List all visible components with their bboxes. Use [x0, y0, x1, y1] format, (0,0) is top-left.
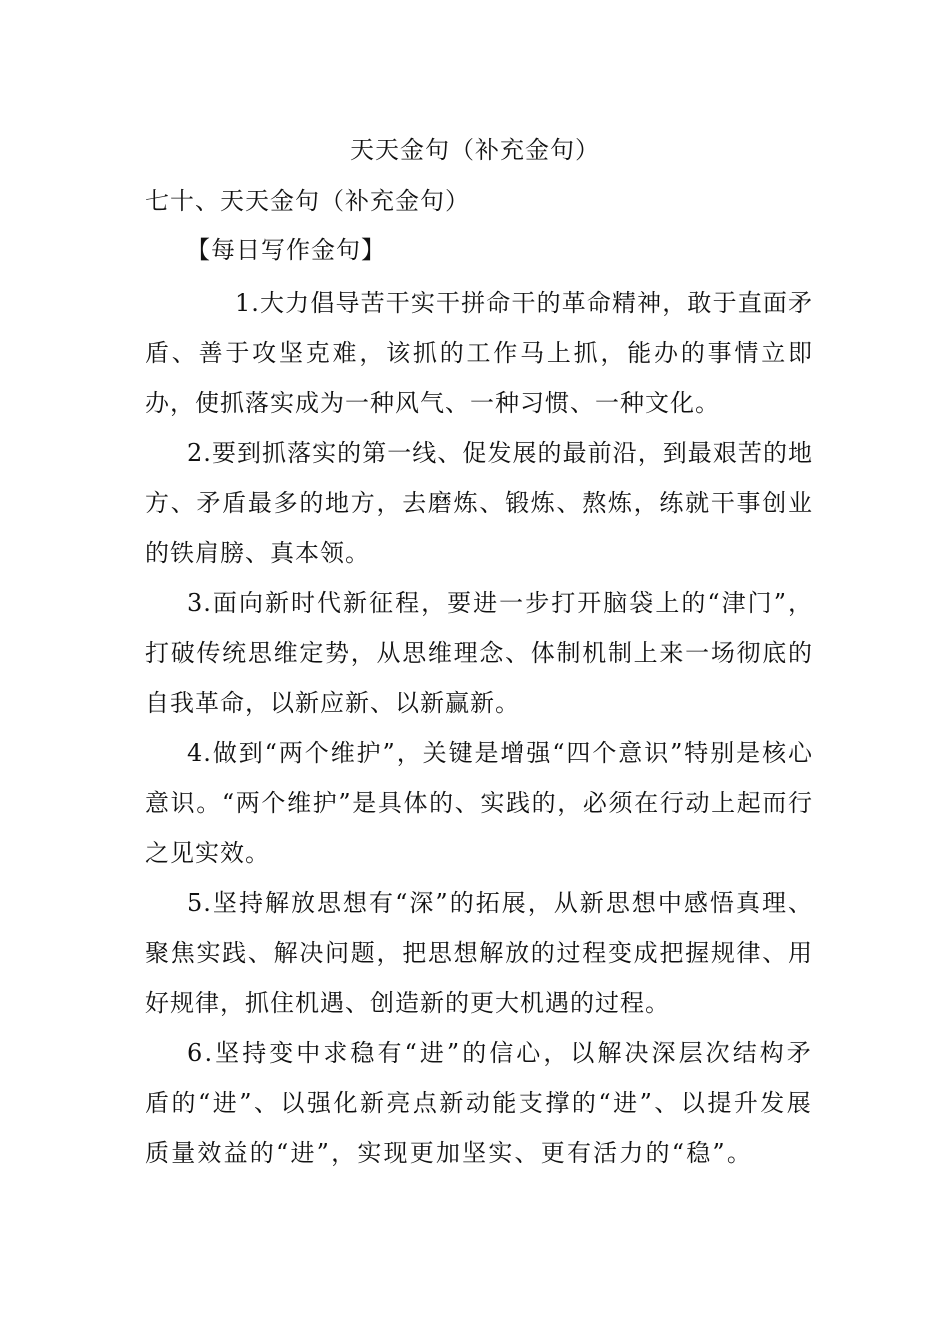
- sub-heading: 【每日写作金句】: [186, 236, 386, 264]
- document-title: 天天金句（补充金句）: [350, 136, 600, 164]
- quote-paragraph-6: 6.坚持变中求稳有“进”的信心，以解决深层次结构矛盾的“进”、以强化新亮点新动能支撑的“进”、以提升发展质量效益的“进”，实现更加坚实、更有活力的“稳”。: [145, 1039, 813, 1167]
- body-text: [145, 278, 813, 1178]
- quote-paragraph-5: 5.坚持解放思想有“深”的拓展，从新思想中感悟真理、聚焦实践、解决问题，把思想解放的过程变成把握规律、用好规律，抓住机遇、创造新的更大机遇的过程。: [145, 889, 813, 1017]
- quote-paragraph-2: 2.要到抓落实的第一线、促发展的最前沿，到最艰苦的地方、矛盾最多的地方，去磨炼、锻炼、熬炼，练就干事创业的铁肩膀、真本领。: [145, 439, 813, 567]
- quote-paragraph-3: 3.面向新时代新征程，要进一步打开脑袋上的“津门”，打破传统思维定势，从思维理念、体制机制上来一场彻底的自我革命，以新应新、以新赢新。: [145, 589, 813, 717]
- section-heading: 七十、天天金句（补充金句）: [145, 187, 470, 215]
- quote-paragraph-4: 4.做到“两个维护”，关键是增强“四个意识”特别是核心意识。“两个维护”是具体的、实践的，必须在行动上起而行之见实效。: [145, 739, 813, 867]
- quote-paragraph-1: 1.大力倡导苦干实干拼命干的革命精神，敢于直面矛盾、善于攻坚克难，该抓的工作马上抓，能办的事情立即办，使抓落实成为一种风气、一种习惯、一种文化。: [145, 289, 813, 417]
